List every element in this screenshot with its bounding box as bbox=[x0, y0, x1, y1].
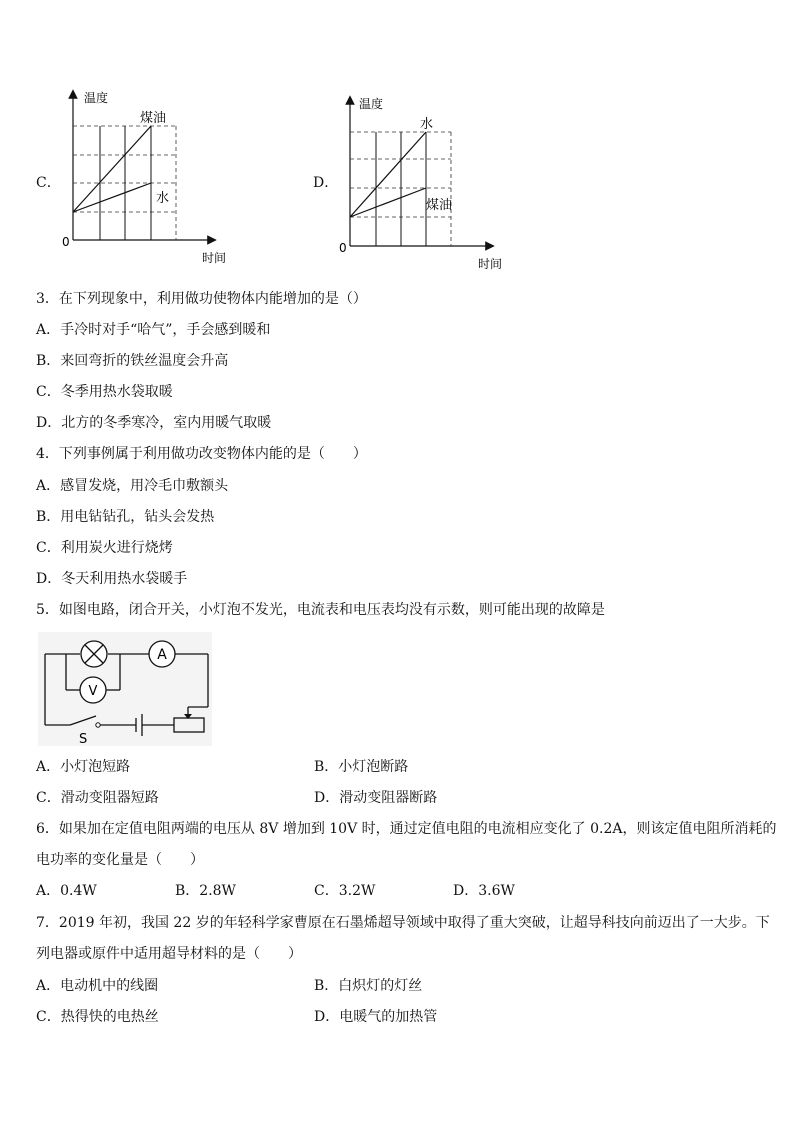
graph-d-x-label: 时间 bbox=[478, 257, 503, 271]
graph-d bbox=[334, 94, 509, 274]
question-7-option-d[interactable]: D．电暖气的加热管 bbox=[314, 1009, 438, 1025]
question-5-option-b[interactable]: B．小灯泡断路 bbox=[314, 759, 409, 775]
question-6-option-a[interactable]: A．0.4W bbox=[36, 883, 97, 899]
lamp-icon bbox=[81, 641, 107, 667]
graph-c-x-label: 时间 bbox=[202, 251, 226, 265]
question-6-option-b[interactable]: B．2.8W bbox=[175, 883, 236, 899]
question-5-option-a[interactable]: A．小灯泡短路 bbox=[36, 759, 131, 775]
question-3-stem: 3．在下列现象中，利用做功使物体内能增加的是（） bbox=[36, 291, 367, 307]
graph-d-solid-grid bbox=[376, 132, 426, 246]
question-5-stem: 5．如图电路，闭合开关，小灯泡不发光，电流表和电压表均没有示数，则可能出现的故障是 bbox=[36, 602, 605, 618]
question-7-option-a[interactable]: A．电动机中的线圈 bbox=[36, 978, 159, 994]
question-3-option-c[interactable]: C．冬季用热水袋取暖 bbox=[36, 384, 173, 400]
question-4-option-d[interactable]: D．冬天利用热水袋暖手 bbox=[36, 571, 188, 587]
question-6-stem-line-2: 电功率的变化量是（ ） bbox=[36, 852, 204, 868]
graph-c-line-water bbox=[73, 183, 151, 212]
question-3-option-b[interactable]: B．来回弯折的铁丝温度会升高 bbox=[36, 353, 229, 369]
option-d-label: D． bbox=[313, 175, 339, 191]
graph-d-y-label: 温度 bbox=[359, 97, 384, 111]
question-7-stem-line-2: 列电器或原件中适用超导材料的是（ ） bbox=[36, 946, 302, 962]
graph-c-bottom-line-label: 水 bbox=[156, 191, 170, 206]
question-6-option-d[interactable]: D．3.6W bbox=[453, 883, 515, 899]
question-7-option-c[interactable]: C．热得快的电热丝 bbox=[36, 1009, 159, 1025]
graph-d-line-water bbox=[350, 132, 426, 217]
graph-c-origin: 0 bbox=[62, 235, 70, 249]
question-5-option-d[interactable]: D．滑动变阻器断路 bbox=[314, 790, 438, 806]
switch-label: S bbox=[79, 732, 88, 746]
graph-d-origin: 0 bbox=[339, 241, 347, 255]
question-4-option-b[interactable]: B．用电钻钻孔，钻头会发热 bbox=[36, 509, 215, 525]
graph-d-top-line-label: 水 bbox=[420, 117, 434, 132]
question-6-stem-line-1: 6．如果加在定值电阻两端的电压从 8V 增加到 10V 时，通过定值电阻的电流相应变化了 0.2A，则该定值电阻所消耗的 bbox=[36, 821, 777, 837]
ammeter-label: A bbox=[157, 647, 167, 663]
question-7-stem-line-1: 7．2019 年初，我国 22 岁的年轻科学家曹原在石墨烯超导领域中取得了重大突破，让超导科技向前迈出了一大步。下 bbox=[36, 915, 770, 931]
option-c-label: C． bbox=[36, 175, 61, 191]
graph-c-y-label: 温度 bbox=[84, 91, 109, 105]
graph-d-bottom-line-label: 煤油 bbox=[426, 198, 453, 213]
question-7-option-b[interactable]: B．白炽灯的灯丝 bbox=[314, 978, 423, 994]
voltmeter-label: V bbox=[88, 684, 98, 699]
circuit-diagram bbox=[38, 632, 212, 746]
question-3-option-d[interactable]: D．北方的冬季寒冷，室内用暖气取暖 bbox=[36, 415, 272, 431]
question-6-option-c[interactable]: C．3.2W bbox=[314, 883, 376, 899]
graph-d-line-kerosene bbox=[350, 188, 426, 217]
graph-c bbox=[56, 88, 226, 268]
question-4-option-a[interactable]: A．感冒发烧，用冷毛巾敷额头 bbox=[36, 478, 229, 494]
question-5-option-c[interactable]: C．滑动变阻器短路 bbox=[36, 790, 159, 806]
question-3-option-a[interactable]: A．手冷时对手“哈气”，手会感到暖和 bbox=[36, 322, 271, 338]
question-4-stem: 4．下列事例属于利用做功改变物体内能的是（ ） bbox=[36, 446, 367, 462]
question-4-option-c[interactable]: C．利用炭火进行烧烤 bbox=[36, 540, 173, 556]
graph-c-line-kerosene bbox=[73, 126, 151, 212]
graph-c-top-line-label: 煤油 bbox=[140, 111, 167, 126]
